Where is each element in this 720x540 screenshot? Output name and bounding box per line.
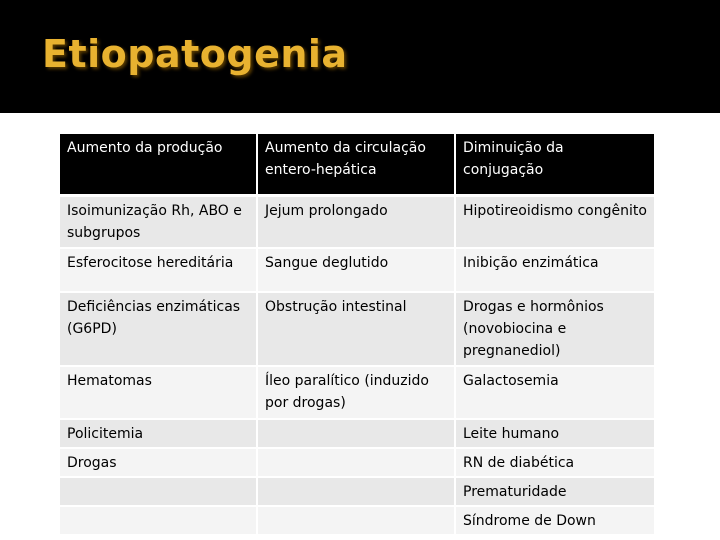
table-row [60, 197, 654, 249]
table-cell [60, 507, 258, 536]
table-row [60, 478, 654, 507]
table-cell [258, 478, 456, 507]
table-row [60, 293, 654, 367]
slide-title: Etiopatogenia [42, 32, 348, 76]
etiopathogenesis-table [60, 134, 654, 536]
table-row [60, 367, 654, 420]
table-cell: Prematuridade [456, 478, 654, 507]
header-increased-production: Aumento da produção [60, 134, 258, 197]
table-cell: Inibição enzimática [456, 249, 654, 293]
table-cell: Sangue deglutido [258, 249, 456, 293]
header-decreased-conjugation: Diminuição da conjugação [456, 134, 654, 197]
table-row [60, 249, 654, 293]
table-cell: Leite humano [456, 420, 654, 449]
table-cell: Hematomas [60, 367, 258, 420]
table-cell: Síndrome de Down [456, 507, 654, 536]
header-enterohepatic-circulation: Aumento da circulação entero-hepática [258, 134, 456, 197]
table-cell: Policitemia [60, 420, 258, 449]
table-row [60, 449, 654, 478]
table-cell: Hipotireoidismo congênito [456, 197, 654, 249]
table-cell: RN de diabética [456, 449, 654, 478]
table-cell [60, 478, 258, 507]
table-header-row [60, 134, 654, 197]
table-cell [258, 449, 456, 478]
table-cell: Obstrução intestinal [258, 293, 456, 367]
table-cell: Drogas [60, 449, 258, 478]
table-cell: Galactosemia [456, 367, 654, 420]
table-row [60, 507, 654, 536]
table-cell: Isoimunização Rh, ABO e subgrupos [60, 197, 258, 249]
table-cell [258, 420, 456, 449]
table-cell: Drogas e hormônios (novobiocina e pregnanediol) [456, 293, 654, 367]
table-cell: Jejum prolongado [258, 197, 456, 249]
table-cell: Íleo paralítico (induzido por drogas) [258, 367, 456, 420]
table-row [60, 420, 654, 449]
table-cell: Deficiências enzimáticas (G6PD) [60, 293, 258, 367]
table-cell [258, 507, 456, 536]
table-cell: Esferocitose hereditária [60, 249, 258, 293]
